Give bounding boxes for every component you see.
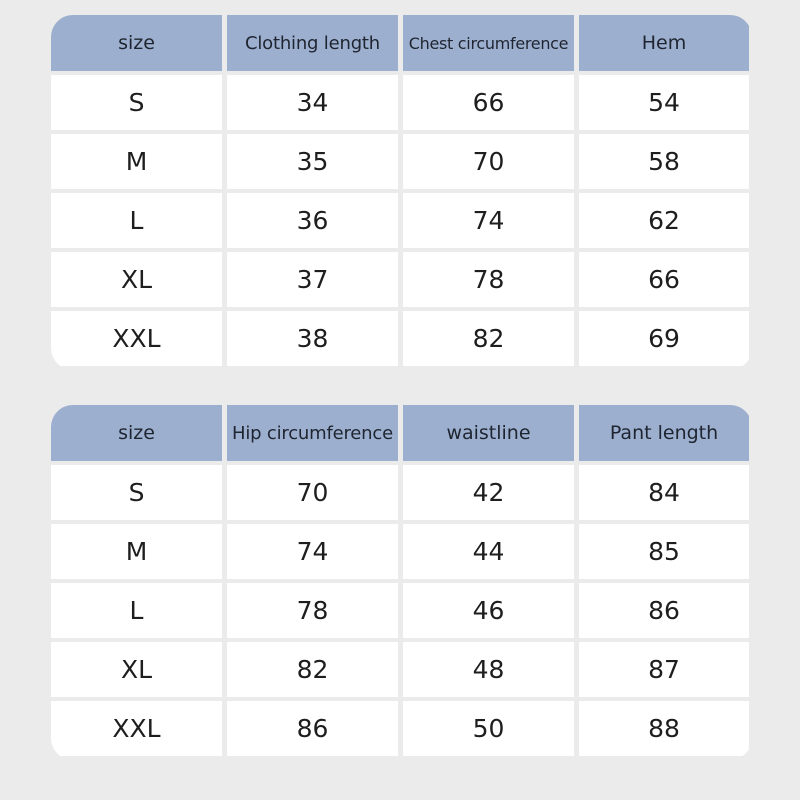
size-cell: L [51, 193, 222, 248]
pant-length-cell: 88 [579, 701, 749, 756]
hem-cell: 66 [579, 252, 749, 307]
pant-length-cell: 84 [579, 465, 749, 520]
hem-cell: 58 [579, 134, 749, 189]
clothing-length-cell: 36 [227, 193, 398, 248]
clothing-length-cell: 38 [227, 311, 398, 366]
clothing-length-cell: 37 [227, 252, 398, 307]
header-waistline: waistline [403, 405, 574, 461]
hip-circumference-cell: 74 [227, 524, 398, 579]
hem-cell: 62 [579, 193, 749, 248]
size-cell: L [51, 583, 222, 638]
header-hip-circumference: Hip circumference [227, 405, 398, 461]
clothing-length-cell: 35 [227, 134, 398, 189]
waistline-cell: 42 [403, 465, 574, 520]
hem-cell: 69 [579, 311, 749, 366]
size-cell: XL [51, 642, 222, 697]
waistline-cell: 48 [403, 642, 574, 697]
size-cell: M [51, 524, 222, 579]
pant-length-cell: 85 [579, 524, 749, 579]
size-cell: XL [51, 252, 222, 307]
header-size: size [51, 15, 222, 71]
hip-circumference-cell: 82 [227, 642, 398, 697]
waistline-cell: 46 [403, 583, 574, 638]
header-pant-length: Pant length [579, 405, 749, 461]
chest-circumference-cell: 70 [403, 134, 574, 189]
bottom-size-table [51, 405, 752, 760]
hip-circumference-cell: 70 [227, 465, 398, 520]
pant-length-cell: 86 [579, 583, 749, 638]
clothing-length-cell: 34 [227, 75, 398, 130]
hip-circumference-cell: 86 [227, 701, 398, 756]
waistline-cell: 44 [403, 524, 574, 579]
hem-cell: 54 [579, 75, 749, 130]
header-chest-circumference: Chest circumference [403, 15, 574, 71]
size-cell: XXL [51, 701, 222, 756]
chest-circumference-cell: 78 [403, 252, 574, 307]
chest-circumference-cell: 82 [403, 311, 574, 366]
waistline-cell: 50 [403, 701, 574, 756]
hip-circumference-cell: 78 [227, 583, 398, 638]
header-hem: Hem [579, 15, 749, 71]
header-size: size [51, 405, 222, 461]
size-cell: S [51, 465, 222, 520]
chest-circumference-cell: 74 [403, 193, 574, 248]
size-cell: M [51, 134, 222, 189]
top-size-table [51, 15, 752, 370]
size-cell: S [51, 75, 222, 130]
pant-length-cell: 87 [579, 642, 749, 697]
chest-circumference-cell: 66 [403, 75, 574, 130]
size-cell: XXL [51, 311, 222, 366]
header-clothing-length: Clothing length [227, 15, 398, 71]
